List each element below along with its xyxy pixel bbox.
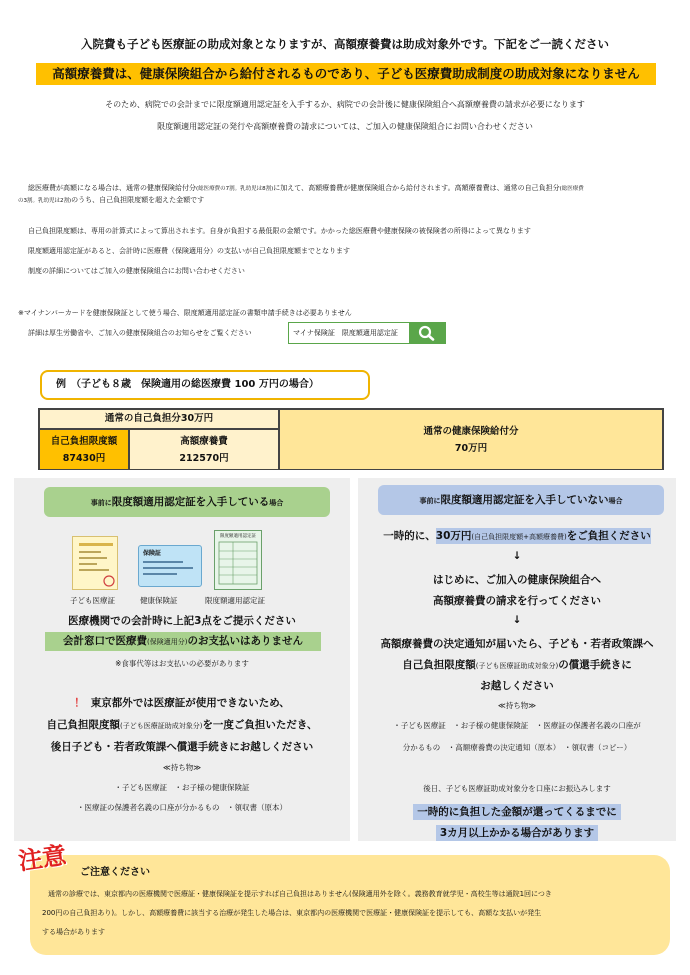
right-line-4: 高額療養費の決定通知が届いたら、子ども・若者政策課へ [380, 638, 654, 650]
mynumber-note: ※マイナンバーカードを健康保険証として使う場合、限度額適用認定証の書類申請手続きは必要ありません [18, 309, 352, 317]
page-title: 入院費も子ども医療証の助成対象となりますが、高額療養費は助成対象外です。下記をご一読ください [80, 37, 610, 51]
right-line-1-highlight [436, 528, 651, 544]
insurance-value: 70万円 [454, 443, 488, 454]
right-line-2: はじめに、ご加入の健康保険組合へ [433, 574, 601, 586]
left-line-5: 後日子ども・若者政策課へ償還手続きにお越しください [50, 741, 314, 753]
insurance-card-illustration [138, 545, 202, 587]
explanation-text-a: 総医療費が高額になる場合は、通常の健康保険給付分 [28, 184, 196, 192]
right-refund-1: 一時的に負担した金額が還ってくるまでに [413, 804, 621, 820]
insurance-label: 通常の健康保険給付分 [423, 426, 519, 437]
insurance-cell [279, 409, 663, 470]
right-refund-2: 3カ月以上かかる場合があります [436, 825, 598, 841]
right-line-3: 高額療養費の請求を行ってください [433, 595, 601, 607]
left-line-4a: 自己負担限度額 [46, 719, 120, 731]
alert-icon: ！ [74, 697, 85, 709]
right-refund-2-wrap [358, 821, 676, 840]
right-pill-main: 限度額適用認定証を入手していない [440, 494, 609, 506]
notice-title: ご注意ください [80, 867, 150, 878]
notice-text-a: 通常の診療では、東京都内の医療機関で医療証・健康保険証を提示すれば自己負担はありません [48, 890, 349, 898]
notice-box [30, 855, 670, 955]
notice-text-c: する場合があります [42, 928, 105, 936]
right-line-1b: 30万円 [435, 530, 472, 542]
search-text: マイナ保険証 限度額適用認定証 [293, 329, 398, 337]
right-items-2: 分かるもの ・高額療養費の決定通知（原本） ・領収書（コピー） [402, 743, 632, 752]
right-pill-pre: 事前に [419, 497, 441, 505]
intro-line-2: 限度額適用認定証の発行や高額療養費の請求については、ご加入の健康保険組合にお問い合わせください [157, 122, 533, 131]
explanation-line-2: 自己負担限度額は、専用の計算式によって算出されます。自身が負担する最低限の金額です。かかった総医療費や健康保険の被保険者の所得によって異なります [28, 227, 531, 235]
example-label: 例 （子ども８歳 保険適用の総医療費 100 万円の場合） [40, 370, 370, 400]
limit-cell [39, 429, 129, 470]
explanation-paragraph [18, 183, 678, 207]
mynumber-detail: 詳細は厚生労働省や、ご加入の健康保険組合のお知らせをご覧ください [28, 329, 252, 337]
left-line-2 [45, 632, 321, 651]
left-line-4b: を一度ご負担いただき、 [202, 719, 318, 731]
left-items-title: ≪持ち物≫ [162, 763, 202, 772]
highlight-banner: 高額療養費は、健康保険組合から給付されるものであり、子ども医療費助成制度の助成対象になりません [36, 63, 656, 85]
explanation-small-a: (総医療費の7割。乳幼児は8割) [196, 186, 274, 192]
left-note: ※食事代等はお支払いの必要があります [115, 659, 249, 668]
right-line-5a: 自己負担限度額 [402, 659, 476, 671]
right-items-1: ・子ども医療証 ・お子様の健康保険証 ・医療証の保護者名義の口座が [393, 721, 641, 730]
caution-badge: 注意 [16, 840, 69, 876]
left-panel-heading [44, 487, 330, 517]
insurance-card-head: 保険証 [143, 550, 162, 557]
right-panel-heading [378, 485, 664, 515]
normal-share-cell: 通常の自己負担分30万円 [39, 409, 279, 429]
limit-certificate-illustration [214, 530, 262, 590]
left-pill-pre: 事前に [90, 499, 112, 507]
cost-table [38, 408, 664, 470]
left-items-2: ・医療証の保護者名義の口座が分かるもの ・領収書（原本） [77, 803, 287, 812]
search-box[interactable] [288, 322, 446, 344]
right-line-5-small: (子ども医療証助成対象分) [475, 662, 559, 670]
explanation-small-c: の3割。乳幼児は2割) [18, 198, 72, 204]
right-arrow-1: ↓ [512, 550, 522, 562]
highcost-cell [129, 429, 279, 470]
notice-text-a-small: (保険適用外を除く。義務教育就学児・高校生等は通院1回につき [349, 890, 552, 898]
left-line-4-small: (子ども医療証助成対象分) [119, 722, 203, 730]
left-line-2-small: (保険適用分) [147, 638, 188, 646]
right-line-5b: の償還手続きに [558, 659, 632, 671]
search-button[interactable] [409, 323, 445, 343]
left-line-3-text: 東京都外では医療証が使用できないため、 [90, 697, 290, 709]
right-arrow-2: ↓ [512, 614, 522, 626]
explanation-small-b: (総医療費 [559, 186, 584, 192]
child-medical-card-illustration [72, 536, 118, 590]
right-items-title: ≪持ち物≫ [497, 701, 537, 710]
right-line-1 [358, 528, 676, 543]
explanation-text-c: のうち、自己負担限度額を超えた金額です [71, 196, 205, 204]
right-pill-post: 場合 [608, 497, 623, 505]
right-line-1-small: (自己負担限度額+高額療養費) [471, 533, 567, 541]
notice-text-b: 。しかし、高額療養費に該当する治療が発生した場合は、東京都内の医療機関で医療証・健康保険証を提示しても、高額な支払いが発生 [114, 909, 542, 917]
highcost-value: 212570円 [179, 453, 229, 464]
left-pill-post: 場合 [269, 499, 284, 507]
highcost-label: 高額療養費 [180, 436, 228, 447]
card2-label: 健康保険証 [140, 596, 178, 605]
explanation-text-b: に加えて、高額療養費が健康保険組合から給付されます。高額療養費は、通常の自己負担分 [273, 184, 560, 192]
explanation-line-3: 限度額適用認定証があると、会計時に医療費（保険適用分）の支払いが自己負担限度額までとなります [28, 247, 350, 255]
notice-text-b-small: 200円の自己負担あり) [42, 909, 115, 917]
limit-certificate-head: 限度額適用認定証 [220, 534, 256, 539]
search-icon [409, 323, 445, 343]
right-line-5 [358, 657, 676, 672]
intro-line-1: そのため、病院での会計までに限度額適用認定証を入手するか、病院での会計後に健康保険組合へ高額療養費の請求が必要になります [105, 100, 585, 109]
right-transfer: 後日、子ども医療証助成対象分を口座にお振込みします [423, 784, 611, 793]
right-line-1a: 一時的に、 [383, 530, 436, 542]
card1-label: 子ども医療証 [70, 596, 115, 605]
right-refund-1-wrap [358, 800, 676, 819]
notice-text [42, 885, 662, 942]
left-line-1: 医療機関での会計時に上記3点をご提示ください [68, 615, 296, 627]
left-line-4 [14, 717, 350, 732]
right-line-1c: をご負担ください [566, 530, 651, 542]
limit-value: 87430円 [62, 453, 106, 464]
left-pill-main: 限度額適用認定証を入手している [111, 496, 270, 508]
left-line-2a: 会計窓口で医療費 [63, 635, 148, 647]
explanation-line-4: 制度の詳細についてはご加入の健康保険組合にお問い合わせください [28, 267, 245, 275]
left-line-2b: のお支払いはありません [187, 635, 303, 647]
limit-label: 自己負担限度額 [50, 436, 118, 447]
left-items-1: ・子ども医療証 ・お子様の健康保険証 [114, 783, 250, 792]
card3-label: 限度額適用認定証 [205, 596, 265, 605]
left-line-3 [14, 695, 350, 710]
right-line-6: お越しください [480, 680, 554, 692]
